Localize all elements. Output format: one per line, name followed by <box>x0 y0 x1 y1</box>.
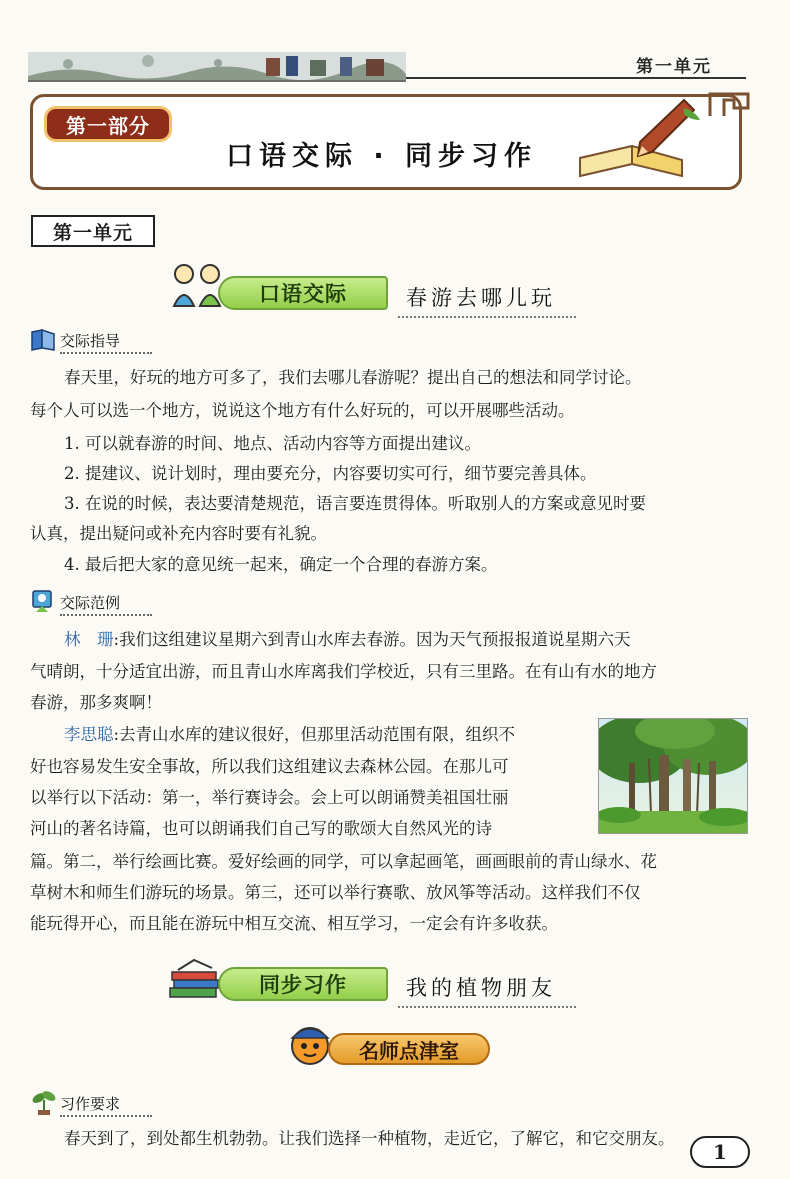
guide-paragraph-line2: 每个人可以选一个地方，说说这个地方有什么好玩的，可以开展哪些活动。 <box>30 401 575 420</box>
requirement-text: 春天到了，到处都生机勃勃。让我们选择一种植物，走近它，了解它，和它交朋友。 <box>64 1129 675 1148</box>
writing-topic: 我的植物朋友 <box>398 972 576 1008</box>
example-heading: 交际范例 <box>60 592 152 616</box>
requirement-heading: 习作要求 <box>60 1093 152 1117</box>
teacher-mascot-icon <box>286 1022 334 1072</box>
page-number: 1 <box>690 1136 750 1168</box>
speaker-2-name: 李思聪 <box>64 725 114 744</box>
part-badge: 第一部分 <box>44 106 172 142</box>
writing-banner: 同步习作 <box>218 967 388 1001</box>
speech-1-line1 <box>30 624 754 655</box>
speech-2-text-1: :去青山水库的建议很好，但那里活动范围有限，组织不 <box>113 725 516 744</box>
guide-item-1: 1. 可以就春游的时间、地点、活动内容等方面提出建议。 <box>64 434 481 453</box>
oral-topic: 春游去哪儿玩 <box>398 282 576 318</box>
speech-2-line5: 篇。第二，举行绘画比赛。爱好绘画的同学，可以拿起画笔，画画眼前的青山绿水、花 <box>30 852 657 871</box>
speech-1-line2: 气晴朗，十分适宜出游，而且青山水库离我们学校近，只有三里路。在有山有水的地方 <box>30 662 657 681</box>
guide-icon <box>30 328 58 356</box>
forest-park-photo <box>598 718 748 834</box>
unit-label-box: 第一单元 <box>31 215 155 247</box>
guide-item-3: 3. 在说的时候，表达要清楚规范，语言要连贯得体。听取别人的方案或意见时要 <box>64 494 646 513</box>
example-icon <box>30 588 58 618</box>
book-pen-icon <box>572 98 712 192</box>
speech-2-line6: 草树木和师生们游玩的场景。第三，还可以举行赛歌、放风筝等活动。这样我们不仅 <box>30 883 641 902</box>
part-title: 口语交际 · 同步习作 <box>226 141 538 172</box>
speech-2-line3: 以举行以下活动：第一，举行赛诗会。会上可以朗诵赞美祖国壮丽 <box>30 788 509 807</box>
speaker-1-name: 林 珊 <box>64 630 114 649</box>
writing-book-icon <box>168 958 222 1004</box>
guide-paragraph-line1: 春天里，好玩的地方可多了，我们去哪儿春游呢？提出自己的想法和同学讨论。 <box>64 368 642 387</box>
header-rule <box>406 77 746 79</box>
speech-2-line7: 能玩得开心，而且能在游玩中相互交流、相互学习，一定会有许多收获。 <box>30 914 558 933</box>
requirement-plant-icon <box>30 1088 58 1120</box>
guide-item-3-cont: 认真，提出疑问或补充内容时要有礼貌。 <box>30 524 327 543</box>
speech-1-text-1: :我们这组建议星期六到青山水库去春游。因为天气预报报道说星期六天 <box>113 630 631 649</box>
guide-item-2: 2. 提建议、说计划时，理由要充分，内容要切实可行，细节要完善具体。 <box>64 464 597 483</box>
header-decoration <box>28 52 406 82</box>
guide-item-4: 4. 最后把大家的意见统一起来，确定一个合理的春游方案。 <box>64 555 498 574</box>
speech-1-line3: 春游，那多爽啊！ <box>30 693 162 712</box>
speech-2-line4: 河山的著名诗篇，也可以朗诵我们自己写的歌颂大自然风光的诗 <box>30 819 492 838</box>
guide-heading: 交际指导 <box>60 330 152 354</box>
oral-banner: 口语交际 <box>218 276 388 310</box>
teacher-banner: 名师点津室 <box>328 1033 490 1065</box>
running-header: 第一单元 <box>636 57 712 77</box>
corner-ornament <box>706 90 752 124</box>
speech-2-line2: 好也容易发生安全事故，所以我们这组建议去森林公园。在那儿可 <box>30 757 509 776</box>
speech-2-line1 <box>30 719 590 750</box>
oral-icon <box>170 262 224 312</box>
